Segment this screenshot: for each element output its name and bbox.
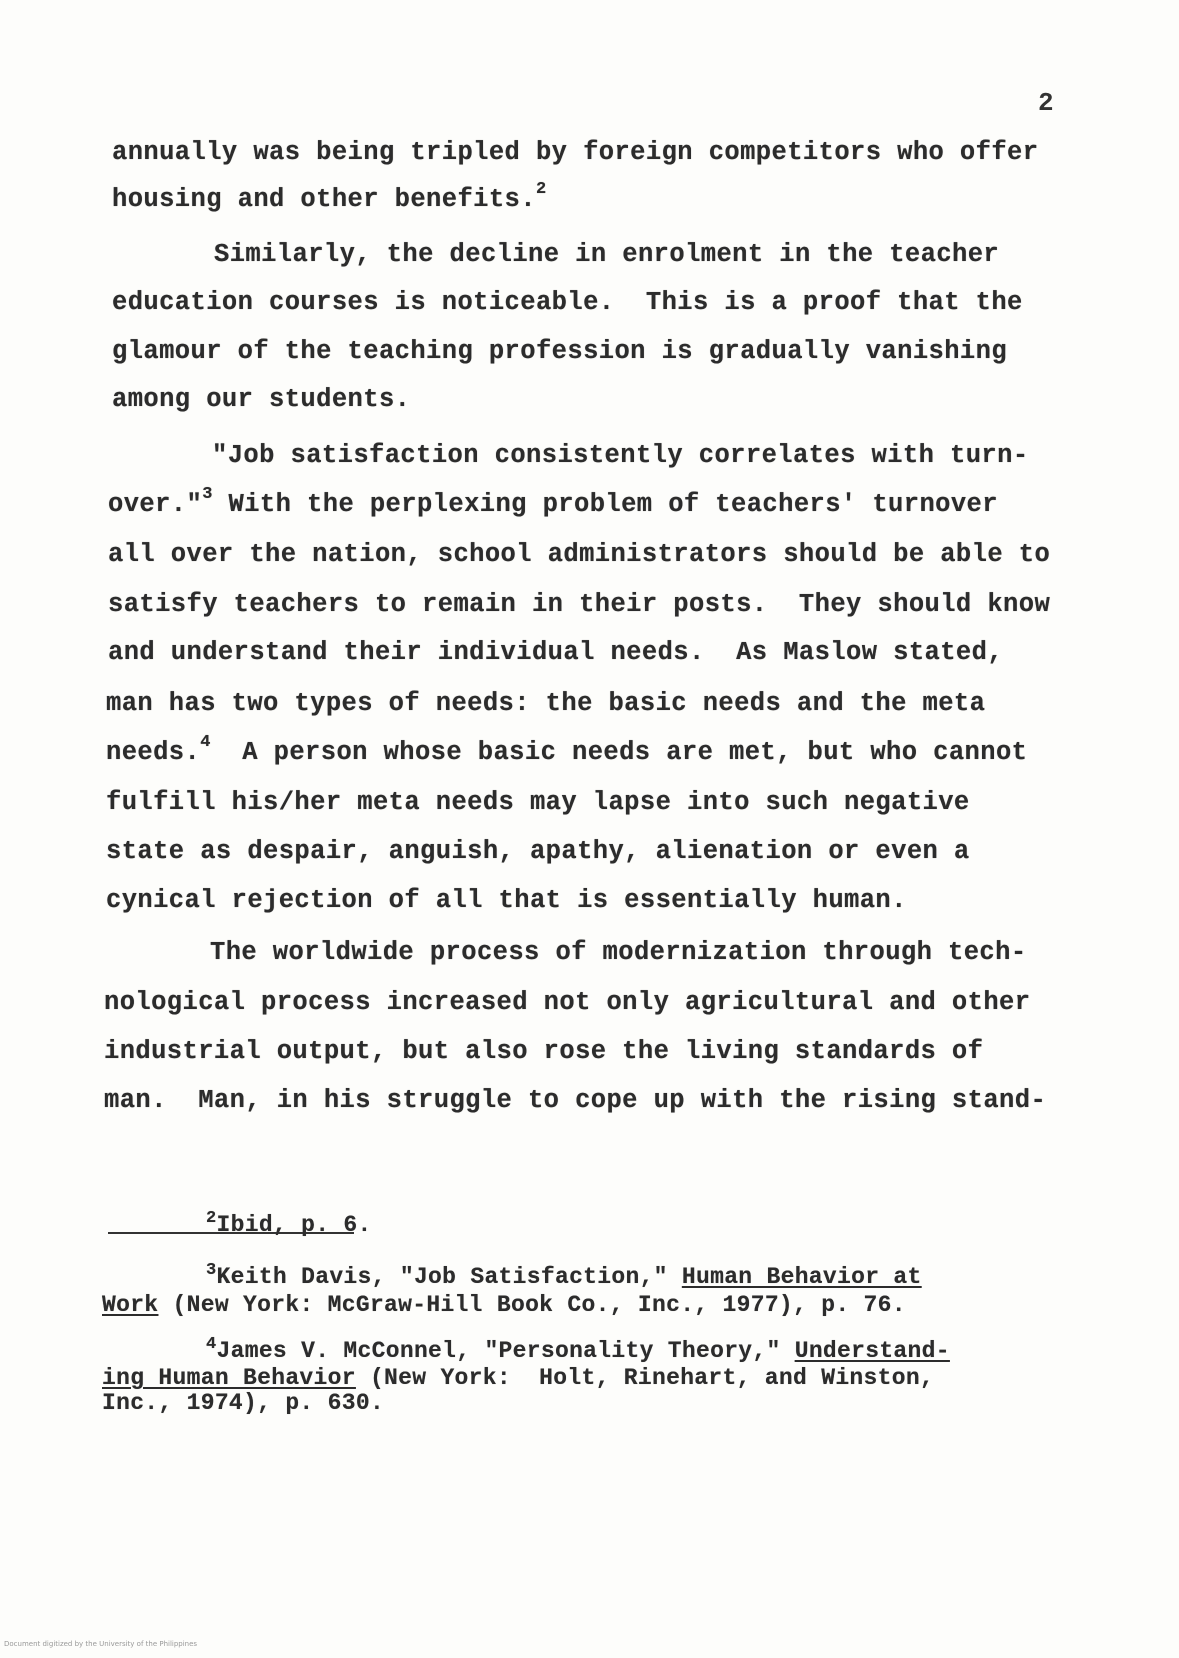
footnote-book-title: Work — [102, 1292, 159, 1318]
page-number: 2 — [1038, 88, 1054, 118]
body-line: state as despair, anguish, apathy, alienation or even a — [106, 837, 970, 866]
body-line: industrial output, but also rose the living standards of — [104, 1037, 984, 1066]
footnote-number: 2 — [206, 1209, 217, 1228]
footnote-text: Keith Davis, "Job Satisfaction," — [216, 1264, 682, 1290]
footnote-text: (New York: Holt, Rinehart, and Winston, — [355, 1365, 935, 1391]
scan-attribution: Document digitized by the University of the Philippines — [4, 1640, 198, 1648]
footnote-book-title: ing Human Behavior — [102, 1365, 356, 1391]
body-line: education courses is noticeable. This is a proof that the — [112, 288, 1023, 317]
body-text: needs. — [106, 738, 201, 767]
body-line: among our students. — [112, 385, 411, 414]
body-line: annually was being tripled by foreign competitors who offer — [112, 138, 1039, 167]
body-line: "Job satisfaction consistently correlates with turn- — [212, 441, 1029, 470]
body-text: housing and other benefits. — [112, 185, 536, 214]
body-line: and understand their individual needs. As Maslow stated, — [108, 638, 1004, 667]
body-line: all over the nation, school administrators should be able to — [108, 540, 1051, 569]
body-line: nological process increased not only agricultural and other — [104, 988, 1031, 1017]
footnote-number: 3 — [206, 1261, 217, 1280]
body-line: man has two types of needs: the basic needs and the meta — [106, 689, 986, 718]
body-line: The worldwide process of modernization through tech- — [210, 938, 1027, 967]
body-line: glamour of the teaching profession is gradually vanishing — [112, 337, 1008, 366]
footnote-text: Ibid, p. 6. — [216, 1212, 372, 1238]
footnote-book-title: Understand- — [794, 1338, 950, 1364]
footnote-2 — [206, 1209, 372, 1238]
body-text: A person whose basic needs are met, but who cannot — [210, 738, 1028, 767]
body-line — [106, 732, 1028, 767]
footnote-3-line1 — [206, 1261, 922, 1290]
footnote-4-line1 — [206, 1335, 950, 1364]
footnote-text: James V. McConnel, "Personality Theory," — [216, 1338, 795, 1364]
body-text: over." — [108, 490, 203, 519]
body-line: fulfill his/her meta needs may lapse into such negative — [106, 788, 970, 817]
body-text: With the perplexing problem of teachers' turnover — [212, 490, 998, 519]
footnote-4-line3: Inc., 1974), p. 630. — [102, 1390, 385, 1416]
body-line — [108, 484, 998, 519]
footnote-ref-4: 4 — [200, 732, 211, 752]
footnote-ref-2: 2 — [535, 179, 547, 199]
footnote-ref-3: 3 — [202, 484, 213, 504]
footnote-book-title: Human Behavior at — [681, 1264, 922, 1290]
footnote-text: (New York: McGraw-Hill Book Co., Inc., 1977), p. 76. — [158, 1292, 906, 1318]
body-line: man. Man, in his struggle to cope up with the rising stand- — [104, 1086, 1047, 1115]
footnote-4-line2 — [102, 1365, 934, 1391]
body-line: cynical rejection of all that is essentially human. — [106, 886, 907, 915]
body-line: satisfy teachers to remain in their posts. They should know — [108, 590, 1051, 619]
footnote-number: 4 — [206, 1335, 217, 1354]
footnote-3-line2 — [102, 1292, 906, 1318]
body-line — [112, 179, 547, 214]
body-line: Similarly, the decline in enrolment in the teacher — [214, 240, 1000, 269]
